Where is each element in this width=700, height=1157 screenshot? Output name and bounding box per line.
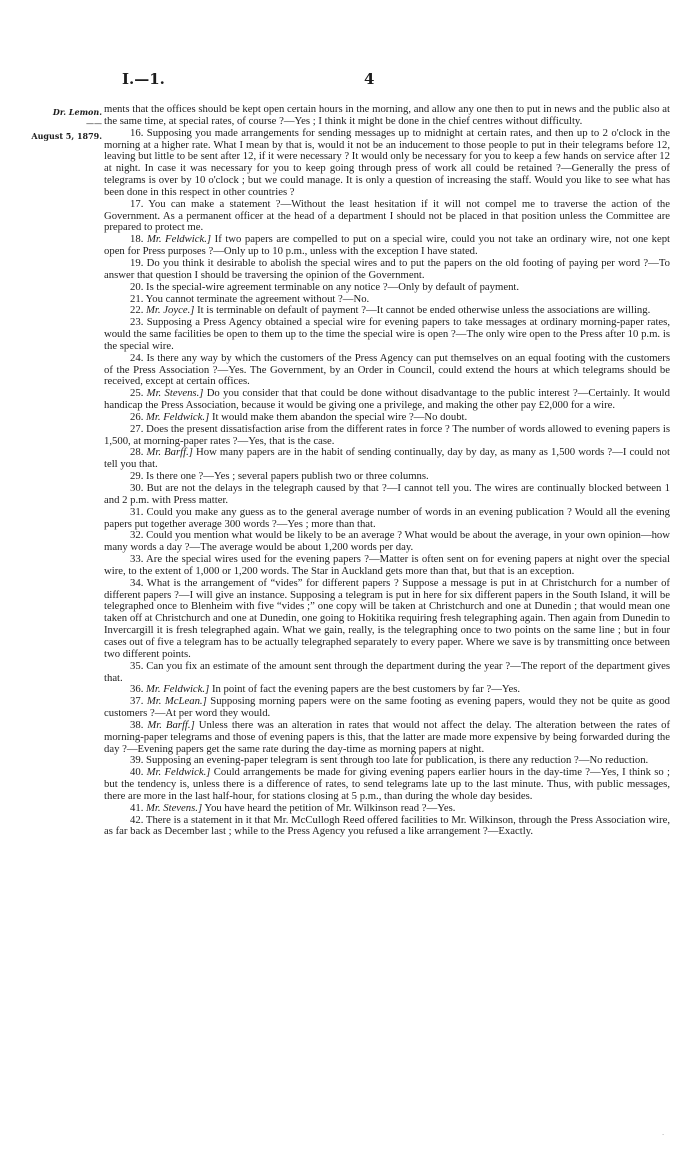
witness-name: Dr. Lemon. <box>52 107 102 117</box>
page-header <box>0 70 700 90</box>
qa-paragraph <box>104 767 670 803</box>
qa-paragraph <box>104 696 670 720</box>
qa-paragraph <box>104 507 670 531</box>
paragraph-text: 19. Do you think it desirable to abolish the special wires and to put the papers on the old footing of paying per word ?—To answer that question I should be traversing the opinion of the Government. <box>104 256 670 281</box>
paragraph-text: 24. Is there any way by which the customers of the Press Agency can put themselves on an equal footing with the customers of the Press Association ?—Yes. The Government, by an Order in Council, could extend the hours at which telegrams should be received, except at certain offices. <box>104 351 670 388</box>
paragraph-text: In point of fact the evening papers are the best customers by far ?—Yes. <box>209 683 521 696</box>
paragraph-text: 32. Could you mention what would be likely to be an average ? What would be about the average, in your own opinion—how many words a day ?—The average would be about 1,200 words per day. <box>104 529 670 554</box>
section-reference: I.—1. <box>122 70 165 88</box>
paragraph-text: It would make them abandon the special wire ?—No doubt. <box>209 410 468 423</box>
qa-paragraph <box>104 530 670 554</box>
paragraph-text: 20. Is the special-wire agreement terminable on any notice ?—Only by default of payment. <box>130 280 520 293</box>
speaker-name: Mr. Feldwick.] <box>146 683 210 696</box>
qa-paragraph <box>104 199 670 235</box>
speaker-name: Mr. Stevens.] <box>146 801 203 814</box>
paragraph-text: Unless there was an alteration in rates that would not affect the delay. The alteration between the rates of morning-paper telegrams and those of evening papers is this, that the latter are made more expensive by being forwarded during the day ?—Evening papers get the same rate during the day-time as morning papers at night. <box>104 718 671 755</box>
footer-mark: · <box>662 1132 664 1139</box>
paragraph-text: 34. What is the arrangement of “vides” for different papers ? Suppose a message is put in at Christchurch for a number of different papers ?—I will give an instance. Supposing a telegram is put in here for six different papers in the South Island, it will be telegraphed once to Blenheim with five “vides ;” one copy will be taken at Christchurch and one at Dunedin ; that would mean one taken off at Christchurch and one at Dunedin, one going to Hokitika requiring fresh telegraphing again. Then again from Dunedin to Invercargill it is fresh telegraphed again. What we gain, really, is the telegraphing once to two points on the same line ; but in four cases out of five a telegram has to be actually telegraphed separately to every paper. Where we save is by transmitting once between two different points. <box>104 576 670 660</box>
paragraph-text: 35. Can you fix an estimate of the amount sent through the department during the year ?—The report of the department gives that. <box>104 659 670 684</box>
qa-paragraph <box>104 447 670 471</box>
paragraph-text: 39. Supposing an evening-paper telegram is sent through too late for publication, is there any reduction ?—No reduction. <box>130 754 649 767</box>
paragraph-text: 16. Supposing you made arrangements for sending messages up to midnight at certain rates, and then up to 2 o'clock in the morning at a higher rate. What I mean by that is, would it not be an inducement to those people to put in their telegrams before 12, leaving but little to be sent after 12, if it were necessary ? It would only be necessary for you to keep a few hands on service after 12 at night. In case it was necessary for you to keep going through press of work all could be retained ?—Generally the press of telegrams is over by 10 o'clock ; but we could manage. It is only a question of increasing the staff. Would you like to see what has been done in this respect in other countries ? <box>104 126 670 198</box>
question-number: 38. <box>130 718 148 731</box>
speaker-name: Mr. Barff.] <box>147 718 195 731</box>
paragraph-text: How many papers are in the habit of sending continually, day by day, as many as 1,500 words ?—I could not tell you that. <box>104 446 670 471</box>
paragraph-text: It is terminable on default of payment ?—It cannot be ended otherwise unless the associations are willing. <box>194 304 651 317</box>
question-number: 41. <box>130 801 147 814</box>
paragraph-text: 42. There is a statement in it that Mr. McCullogh Reed offered facilities to Mr. Wilkinson, through the Press Association wire, as far back as December last ; while to the Press Agency you refused a like arrangement ?—Exactly. <box>104 813 670 838</box>
qa-paragraph <box>104 578 670 661</box>
question-number: 36. <box>130 683 147 696</box>
paragraph-text: 23. Supposing a Press Agency obtained a special wire for evening papers to take messages at ordinary morning-paper rates, would the same facilities be open to them up to the time the special wire is open ?—The only wire open to the Press after 10 p.m. is the special wire. <box>104 316 670 352</box>
qa-paragraph <box>104 128 670 199</box>
paragraph-text: 31. Could you make any guess as to the general average number of words in an evening publication ? Would all the evening papers put together average 300 words ?—Yes ; more than that. <box>104 505 670 530</box>
speaker-name: Mr. Barff.] <box>146 446 193 459</box>
speaker-name: Mr. Stevens.] <box>146 387 204 400</box>
qa-paragraph <box>104 815 670 839</box>
paragraph-text: 33. Are the special wires used for the evening papers ?—Matter is often sent on for evening papers at night over the special wire, to the extent of 1,000 or 1,200 words. The Star in Auckland gets more than that, but that is an exception. <box>104 553 670 577</box>
qa-paragraph <box>104 234 670 258</box>
qa-paragraph <box>104 554 670 578</box>
question-number: 26. <box>130 410 147 423</box>
hearing-date: August 5, 1879. <box>31 131 102 141</box>
paragraph-text: Supposing morning papers were on the same footing as evening papers, would they not be quite as good customers ?—At per word they would. <box>104 695 671 720</box>
paragraph-text: ments that the offices should be kept open certain hours in the morning, and allow any one then to put in news and the public also at the same time, at special rates, of course ?—Yes ; I think it might be done in the chief centres without difficulty. <box>104 103 670 127</box>
paragraph-text: 27. Does the present dissatisfaction arise from the different rates in force ? The number of words allowed to evening papers is 1,500, at morning-paper rates ?—Yes, that is the case. <box>104 422 670 447</box>
qa-paragraph <box>104 720 670 756</box>
paragraph-text: 17. You can make a statement ?—Without the least hesitation if it will not compel me to traverse the action of the Government. As a permanent officer at the head of a department I should not be placed in that position unless the Committee are prepared to protect me. <box>104 197 670 234</box>
qa-paragraph <box>104 104 670 128</box>
question-number: 37. <box>130 695 147 708</box>
paragraph-text: If two papers are compelled to put on a special wire, could you not take an ordinary wire, not one kept open for Press purposes ?—Only up to 10 p.m., unless with the exception I have stated. <box>104 233 671 258</box>
question-number: 28. <box>130 446 147 459</box>
speaker-name: Mr. Feldwick.] <box>146 766 211 779</box>
paragraph-text: You have heard the petition of Mr. Wilkinson read ?—Yes. <box>202 801 456 814</box>
speaker-name: Mr. McLean.] <box>146 695 207 708</box>
margin-dash: —— <box>86 119 102 128</box>
speaker-name: Mr. Feldwick.] <box>146 410 210 423</box>
paragraph-text: 29. Is there one ?—Yes ; several papers publish two or three columns. <box>130 470 429 483</box>
qa-paragraph <box>104 388 670 412</box>
qa-paragraph <box>104 258 670 282</box>
qa-paragraph <box>104 424 670 448</box>
qa-paragraph <box>104 661 670 685</box>
paragraph-text: Could arrangements be made for giving evening papers earlier hours in the day-time ?—Yes, I think so ; but the tendency is, unless there is a difference of rates, to send telegrams late up to the last minute. Thus, with public messages, there are more in the last half-hour, for stations closing at 5 p.m., than during the whole day besides. <box>104 766 670 802</box>
testimony-body <box>104 104 670 838</box>
question-number: 18. <box>130 233 147 246</box>
paragraph-text: 21. You cannot terminate the agreement without ?—No. <box>130 292 370 305</box>
question-number: 22. <box>130 304 147 317</box>
margin-note <box>12 106 102 142</box>
speaker-name: Mr. Feldwick.] <box>146 233 212 246</box>
question-number: 40. <box>130 766 147 779</box>
paragraph-text: 30. But are not the delays in the telegraph caused by that ?—I cannot tell you. The wires are continually blocked between 1 and 2 p.m. with Press matter. <box>104 482 670 506</box>
paragraph-text: Do you consider that that could be done without disadvantage to the public interest ?—Certainly. It would handicap the Press Association, because it would be giving one a privilege, and making the other pay £2,000 for a wire. <box>104 387 670 412</box>
qa-paragraph <box>104 317 670 353</box>
question-number: 25. <box>130 387 147 400</box>
qa-paragraph <box>104 483 670 507</box>
speaker-name: Mr. Joyce.] <box>146 304 195 317</box>
qa-paragraph <box>104 353 670 389</box>
page-number: 4 <box>364 70 375 88</box>
